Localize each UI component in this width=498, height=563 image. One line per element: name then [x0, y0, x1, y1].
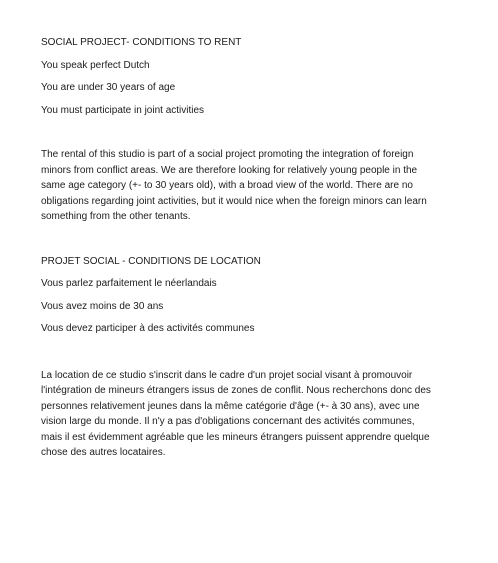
- french-paragraph: [41, 368, 471, 461]
- english-paragraph-line: same age category (+- to 30 years old), with a broad view of the world. There are no: [41, 180, 413, 191]
- english-paragraph-line: obligations regarding joint activities, but it would nice when the foreign minors can learn: [41, 195, 427, 207]
- french-paragraph-line: vision large du monde. Il n'y a pas d'obligations concernant des activités communes,: [41, 416, 415, 427]
- english-condition-dutch: You speak perfect Dutch: [41, 59, 150, 71]
- french-paragraph-line: chose des autres locataires.: [41, 447, 166, 458]
- english-section: [41, 35, 471, 225]
- english-paragraph-line: The rental of this studio is part of a social project promoting the integration of foreign: [41, 149, 414, 160]
- english-condition-activities: You must participate in joint activities: [41, 104, 205, 116]
- french-condition-age: Vous avez moins de 30 ans: [41, 300, 164, 312]
- french-paragraph-line: l'intégration de mineurs étrangers issus de zones de conflit. Nous recherchons donc des: [41, 385, 431, 396]
- english-condition-age: You are under 30 years of age: [41, 82, 176, 93]
- document-body: [41, 35, 471, 461]
- french-paragraph-line: mais il est évidemment agréable que les mineurs étrangers puissent apprendre quelque: [41, 431, 430, 443]
- french-heading: PROJET SOCIAL - CONDITIONS DE LOCATION: [41, 255, 261, 267]
- english-paragraph-line: minors from conflict areas. We are therefore looking for relatively young people in the: [41, 164, 418, 176]
- english-paragraph: [41, 147, 471, 225]
- english-paragraph-line: something from the other tenants.: [41, 211, 191, 222]
- french-condition-dutch: Vous parlez parfaitement le néerlandais: [41, 278, 217, 289]
- french-paragraph-line: personnes relativement jeunes dans la même catégorie d'âge (+- à 30 ans), avec une: [41, 400, 420, 412]
- english-heading: SOCIAL PROJECT- CONDITIONS TO RENT: [41, 37, 242, 48]
- french-paragraph-line: La location de ce studio s'inscrit dans le cadre d'un projet social visant à promouvoir: [41, 369, 413, 381]
- french-section: [41, 254, 471, 461]
- french-condition-activities: Vous devez participer à des activités communes: [41, 323, 255, 334]
